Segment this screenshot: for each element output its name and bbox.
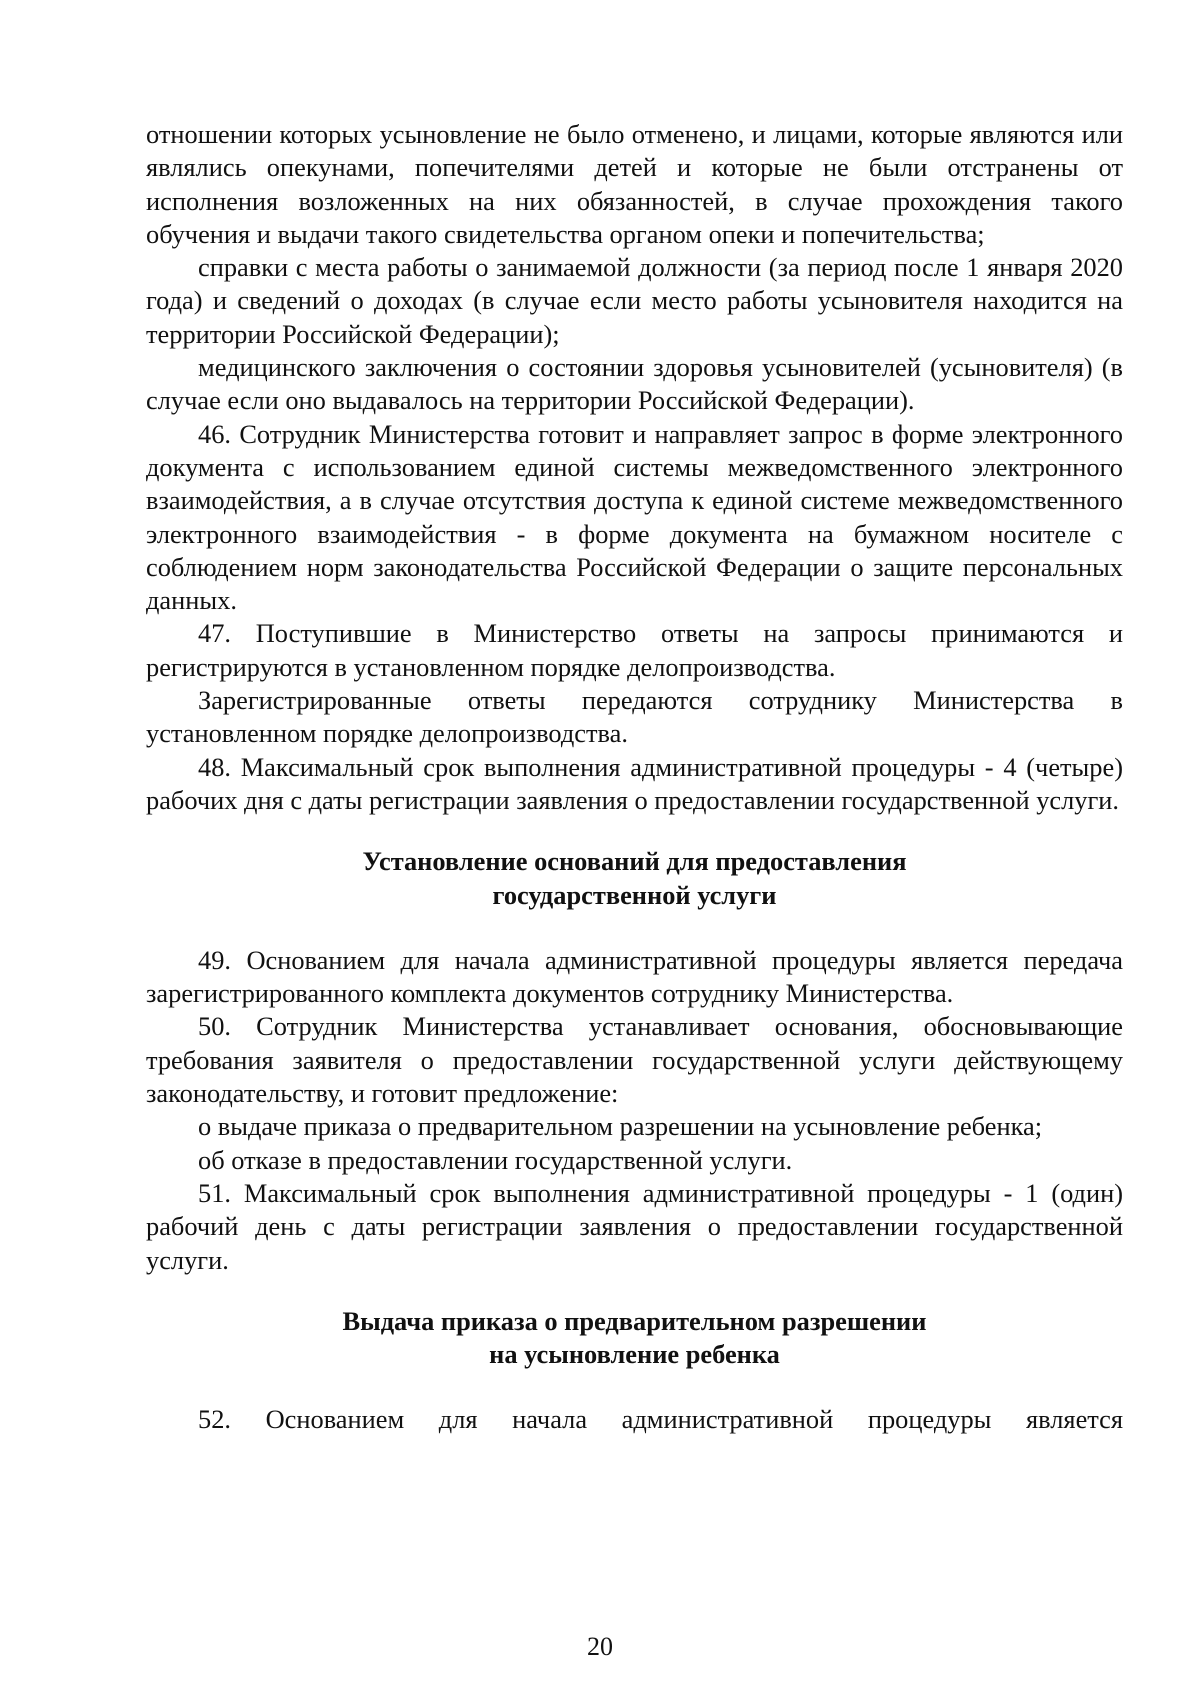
- page-number: 20: [587, 1632, 613, 1661]
- paragraph: 46. Сотрудник Министерства готовит и направляет запрос в форме электронного документа с использованием единой системы межведомственного электронного взаимодействия, а в случае отсутствия доступа к единой системе межведомственного электронного взаимодействия - в форме документа на бумажном носителе с соблюдением норм законодательства Российской Федерации о защите персональных данных.: [146, 418, 1123, 616]
- paragraph: Зарегистрированные ответы передаются сотруднику Министерства в установленном порядке делопроизводства.: [146, 685, 1123, 749]
- paragraph: 51. Максимальный срок выполнения административной процедуры - 1 (один) рабочий день с даты регистрации заявления о предоставлении государственной услуги.: [146, 1177, 1123, 1275]
- paragraph: отношении которых усыновление не было отменено, и лицами, которые являются или являлись опекунами, попечителями детей и которые не были отстранены от исполнения возложенных на них обязанностей, в случае прохождения такого обучения и выдачи такого свидетельства органом опеки и попечительства;: [146, 119, 1123, 249]
- paragraph: об отказе в предоставлении государственной услуги.: [198, 1144, 793, 1175]
- heading-line: Установление оснований для предоставления: [362, 846, 907, 877]
- paragraph: о выдаче приказа о предварительном разрешении на усыновление ребенка;: [198, 1111, 1043, 1142]
- heading-line: Выдача приказа о предварительном разрешении: [342, 1305, 927, 1336]
- document-body: [146, 118, 1123, 1437]
- section-heading-grounds: [146, 845, 1123, 912]
- paragraph: 50. Сотрудник Министерства устанавливает основания, обосновывающие требования заявителя о предоставлении государственной услуги действующему законодательству, и готовит предложение:: [146, 1011, 1123, 1109]
- heading-line: государственной услуги: [492, 879, 777, 910]
- heading-line: на усыновление ребенка: [489, 1339, 780, 1370]
- paragraph: справки с места работы о занимаемой должности (за период после 1 января 2020 года) и сведений о доходах (в случае если место работы усыновителя находится на территории Российской Федерации);: [146, 252, 1123, 349]
- paragraph: медицинского заключения о состоянии здоровья усыновителей (усыновителя) (в случае если оно выдавалось на территории Российской Федерации).: [146, 352, 1123, 416]
- paragraph-group-middle: [146, 944, 1123, 1277]
- paragraph: 48. Максимальный срок выполнения административной процедуры - 4 (четыре) рабочих дня с даты регистрации заявления о предоставлении государственной услуги.: [146, 751, 1123, 815]
- paragraph-group-top: [146, 118, 1123, 817]
- section-heading-order-issue: [146, 1305, 1123, 1372]
- paragraph: 49. Основанием для начала административной процедуры является передача зарегистрированного комплекта документов сотруднику Министерства.: [146, 944, 1123, 1009]
- paragraph-52: 52. Основанием для начала административной процедуры является: [198, 1404, 1123, 1435]
- paragraph: 47. Поступившие в Министерство ответы на запросы принимаются и регистрируются в установленном порядке делопроизводства.: [146, 618, 1123, 682]
